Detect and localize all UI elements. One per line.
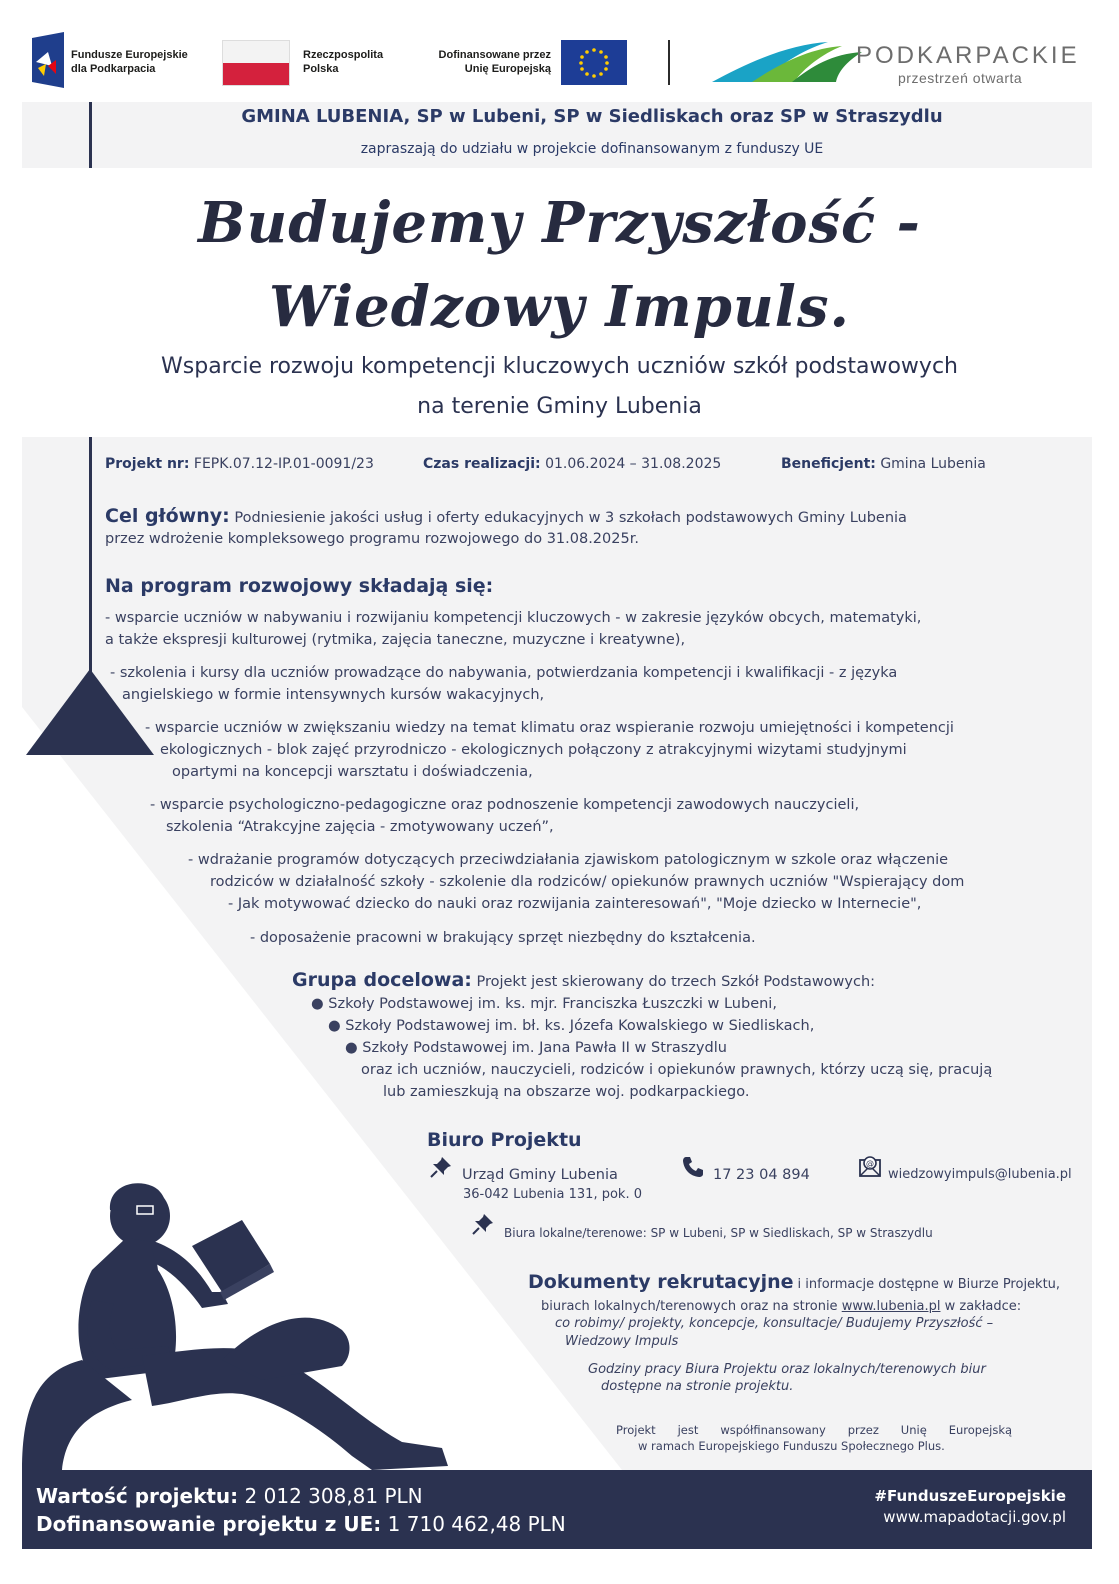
- program-item-5-line1: - wdrażanie programów dotyczących przeciwdziałania zjawiskom patologicznym w szkole oraz włączenie: [188, 852, 949, 868]
- target-intro: Projekt jest skierowany do trzech Szkół Podstawowych:: [476, 974, 876, 990]
- program-item-6: - doposażenie pracowni w brakujący sprzęt niezbędny do kształcenia.: [250, 930, 756, 946]
- fe-logo-line1: Fundusze Europejskie: [71, 49, 188, 61]
- email-icon: [858, 1154, 882, 1178]
- program-item-1-line1: - wsparcie uczniów w nabywaniu i rozwijaniu kompetencji kluczowych - w zakresie języków obcych, matematyki,: [105, 610, 922, 626]
- hours-line2: dostępne na stronie projektu.: [601, 1379, 794, 1394]
- polish-flag-icon: [222, 40, 290, 86]
- beneficiary-label: Beneficjent:: [781, 456, 876, 472]
- invite-text: zapraszają do udziału w projekcie dofinansowanym z funduszy UE: [360, 141, 824, 157]
- logo-bar: [0, 0, 1119, 100]
- office-heading: Biuro Projektu: [427, 1129, 582, 1151]
- program-item-5-line3: - Jak motywować dziecko do nauki oraz rozwijania zainteresowań", "Moje dziecko w Internecie",: [228, 896, 922, 912]
- eu-logo-line2: Unię Europejską: [464, 63, 551, 75]
- project-value-label: Wartość projektu:: [36, 1484, 239, 1508]
- organizers-heading: GMINA LUBENIA, SP w Lubeni, SP w Siedliskach oraz SP w Straszydlu: [241, 106, 943, 127]
- office-phone: 17 23 04 894: [713, 1167, 810, 1183]
- subtitle-line2: na terenie Gminy Lubenia: [417, 394, 702, 419]
- fe-logo-line2: dla Podkarpacia: [71, 63, 156, 75]
- cofinance-line1: Projekt jest współfinansowany przez Unię Europejską: [616, 1423, 1013, 1437]
- office-address-line1: Urząd Gminy Lubenia: [462, 1167, 618, 1183]
- podkarpackie-name: PODKARPACKIE: [856, 42, 1080, 69]
- goal-label: Cel główny:: [105, 505, 230, 527]
- cofinance-line2: w ramach Europejskiego Funduszu Społecznego Plus.: [638, 1439, 945, 1453]
- target-line5: lub zamieszkują na obszarze woj. podkarpackiego.: [383, 1084, 750, 1100]
- eu-logo-line1: Dofinansowane przez: [438, 49, 551, 61]
- program-item-5-line2: rodziców w działalność szkoły - szkolenie dla rodziców/ opiekunów prawnych uczniów "Wspierający dom: [210, 874, 965, 890]
- subtitle-line1: Wsparcie rozwoju kompetencji kluczowych uczniów szkół podstawowych: [161, 354, 958, 379]
- program-item-3-line3: opartymi na koncepcji warsztatu i doświadczenia,: [172, 764, 533, 780]
- duration-value: 01.06.2024 – 31.08.2025: [545, 456, 722, 472]
- pin-icon: [430, 1156, 452, 1178]
- program-item-3-line1: - wsparcie uczniów w zwiększaniu wiedzy na temat klimatu oraz wspieranie rozwoju umiejętności i kompetencji: [145, 720, 954, 736]
- docs-line2b: w zakładce:: [944, 1299, 1022, 1314]
- target-label: Grupa docelowa:: [292, 969, 472, 991]
- goal-line2: przez wdrożenie kompleksowego programu rozwojowego do 31.08.2025r.: [105, 531, 639, 547]
- fe-logo-icon: [32, 32, 64, 88]
- podkarpackie-logo-icon: [712, 40, 868, 84]
- project-value: 2 012 308,81 PLN: [244, 1484, 423, 1508]
- svg-text:@: @: [866, 1159, 874, 1168]
- rp-logo-line1: Rzeczpospolita: [303, 49, 384, 61]
- program-item-1-line2: a także ekspresji kulturowej (rytmika, zajęcia taneczne, muzyczne i kreatywne),: [105, 632, 686, 648]
- hours-line1: Godziny pracy Biura Projektu oraz lokalnych/terenowych biur: [588, 1362, 986, 1377]
- local-offices-value: SP w Lubeni, SP w Siedliskach, SP w Straszydlu: [650, 1226, 933, 1240]
- program-item-2-line1: - szkolenia i kursy dla uczniów prowadzące do nabywania, potwierdzania kompetencji i kwalifikacji - z języka: [110, 665, 898, 681]
- phone-icon: [681, 1155, 705, 1179]
- goal-line1: Podniesienie jakości usług i oferty edukacyjnych w 3 szkołach podstawowych Gminy Lubenia: [234, 510, 907, 526]
- program-item-4-line2: szkolenia “Atrakcyjne zajęcia - zmotywowany uczeń”,: [166, 819, 554, 835]
- duration-label: Czas realizacji:: [423, 456, 541, 472]
- footer-hashtag: #FunduszeEuropejskie: [874, 1487, 1066, 1505]
- main-accent-bar: [89, 437, 92, 672]
- project-number-value: FEPK.07.12-IP.01-0091/23: [193, 456, 374, 472]
- beneficiary-value: Gmina Lubenia: [880, 456, 986, 472]
- target-school-1: ● Szkoły Podstawowej im. ks. mjr. Franciszka Łuszczki w Lubeni,: [311, 996, 777, 1012]
- target-school-2: ● Szkoły Podstawowej im. bł. ks. Józefa Kowalskiego w Siedliskach,: [328, 1018, 815, 1034]
- docs-line3: co robimy/ projekty, koncepcje, konsultacje/ Budujemy Przyszłość –: [555, 1316, 994, 1331]
- office-email: wiedzowyimpuls@lubenia.pl: [888, 1167, 1072, 1182]
- podkarpackie-tagline: przestrzeń otwarta: [898, 70, 1023, 86]
- project-number-label: Projekt nr:: [105, 456, 190, 472]
- page-title-line2: Wiedzowy Impuls.: [269, 274, 850, 340]
- page-title-line1: Budujemy Przyszłość -: [198, 190, 921, 256]
- lubenia-website-link[interactable]: www.lubenia.pl: [841, 1299, 941, 1314]
- program-item-3-line2: ekologicznych - blok zajęć przyrodniczo - ekologicznych połączony z atrakcyjnymi wizytami studyjnymi: [160, 742, 907, 758]
- docs-line2a: biurach lokalnych/terenowych oraz na stronie: [541, 1299, 838, 1314]
- eu-cofinancing-label: Dofinansowanie projektu z UE:: [36, 1512, 382, 1536]
- program-heading: Na program rozwojowy składają się:: [105, 575, 494, 597]
- eu-cofinancing-value: 1 710 462,48 PLN: [387, 1512, 566, 1536]
- rp-logo-line2: Polska: [303, 63, 339, 75]
- office-address-line2: 36-042 Lubenia 131, pok. 0: [463, 1187, 642, 1202]
- docs-line4: Wiedzowy Impuls: [565, 1334, 679, 1349]
- target-school-3: ● Szkoły Podstawowej im. Jana Pawła II w Straszydlu: [345, 1040, 727, 1056]
- target-line4: oraz ich uczniów, nauczycieli, rodziców i opiekunów prawnych, którzy uczą się, pracują: [361, 1062, 993, 1078]
- eu-flag-icon: [561, 40, 627, 85]
- program-item-4-line1: - wsparcie psychologiczno-pedagogiczne oraz podnoszenie kompetencji zawodowych nauczycieli,: [150, 797, 860, 813]
- logo-divider: [668, 40, 670, 85]
- local-offices-label: Biura lokalne/terenowe:: [504, 1226, 647, 1240]
- docs-line1: i informacje dostępne w Biurze Projektu,: [797, 1277, 1061, 1292]
- docs-heading: Dokumenty rekrutacyjne: [528, 1271, 794, 1293]
- reader-silhouette-icon: [22, 1180, 482, 1470]
- program-item-2-line2: angielskiego w formie intensywnych kursów wakacyjnych,: [122, 687, 545, 703]
- footer-website[interactable]: www.mapadotacji.gov.pl: [883, 1508, 1066, 1526]
